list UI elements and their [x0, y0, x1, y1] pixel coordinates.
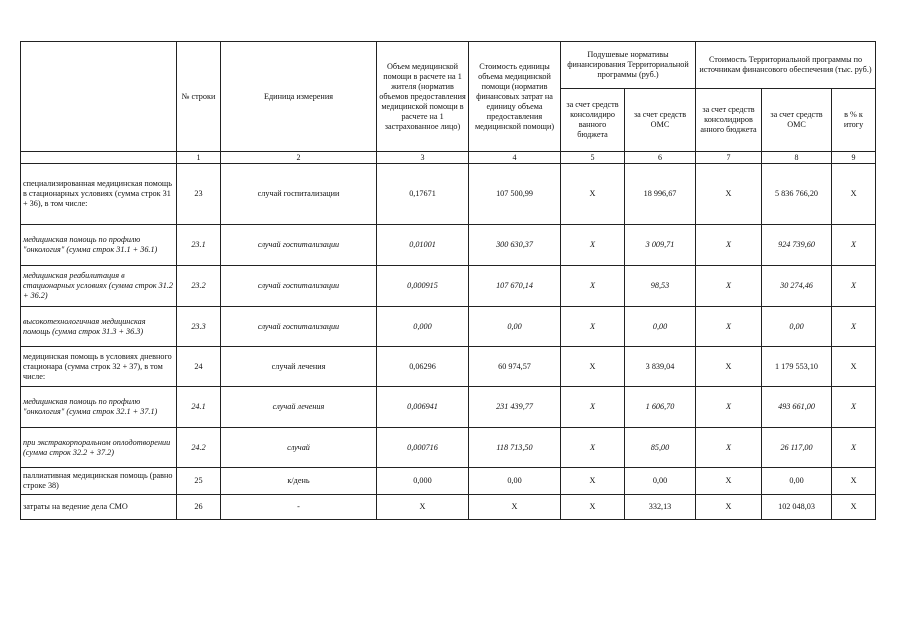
row-consolidated-budget-b: Х	[696, 428, 762, 468]
table-row	[21, 225, 876, 266]
row-number: 26	[177, 495, 221, 520]
table-row	[21, 307, 876, 347]
row-percent-total: Х	[832, 164, 876, 225]
row-oms-a: 18 996,67	[625, 164, 696, 225]
row-oms-a: 98,53	[625, 266, 696, 307]
row-percent-total: Х	[832, 266, 876, 307]
row-oms-b: 493 661,00	[762, 387, 832, 428]
row-volume: Х	[377, 495, 469, 520]
row-cost: 0,00	[469, 307, 561, 347]
row-unit: случай лечения	[221, 347, 377, 387]
row-oms-b: 1 179 553,10	[762, 347, 832, 387]
row-unit: к/день	[221, 468, 377, 495]
header-cost: Стоимость единицы объема медицинской помощи (норматив финансовых затрат на единицу объема предоставления медицинской помощи)	[469, 42, 561, 152]
table-row	[21, 387, 876, 428]
column-number: 8	[762, 152, 832, 164]
row-number: 25	[177, 468, 221, 495]
row-cost: 300 630,37	[469, 225, 561, 266]
row-number: 24	[177, 347, 221, 387]
document-sheet	[20, 41, 876, 520]
row-consolidated-budget-b: Х	[696, 387, 762, 428]
table-row	[21, 428, 876, 468]
table-row	[21, 495, 876, 520]
row-oms-a: 332,13	[625, 495, 696, 520]
header-row-no: № строки	[177, 42, 221, 152]
column-number: 5	[561, 152, 625, 164]
row-oms-b: 30 274,46	[762, 266, 832, 307]
header-percent-total: в % к итогу	[832, 89, 876, 152]
row-consolidated-budget-a: Х	[561, 468, 625, 495]
column-number-row	[21, 152, 876, 164]
row-consolidated-budget-b: Х	[696, 307, 762, 347]
row-consolidated-budget-a: Х	[561, 495, 625, 520]
table-row	[21, 347, 876, 387]
row-consolidated-budget-b: Х	[696, 225, 762, 266]
row-consolidated-budget-a: Х	[561, 428, 625, 468]
row-consolidated-budget-a: Х	[561, 307, 625, 347]
row-consolidated-budget-a: Х	[561, 225, 625, 266]
row-number: 24.1	[177, 387, 221, 428]
row-name: медицинская реабилитация в стационарных условиях (сумма строк 31.2 + 36.2)	[21, 266, 177, 307]
row-consolidated-budget-a: Х	[561, 347, 625, 387]
row-percent-total: Х	[832, 347, 876, 387]
row-cost: 107 670,14	[469, 266, 561, 307]
row-name: паллиативная медицинская помощь (равно строке 38)	[21, 468, 177, 495]
row-percent-total: Х	[832, 387, 876, 428]
financing-table	[20, 41, 876, 520]
column-number-blank	[21, 152, 177, 164]
row-oms-a: 0,00	[625, 468, 696, 495]
row-number: 23	[177, 164, 221, 225]
row-name: медицинская помощь в условиях дневного стационара (сумма строк 32 + 37), в том числе:	[21, 347, 177, 387]
row-name: медицинская помощь по профилю "онкология" (сумма строк 31.1 + 36.1)	[21, 225, 177, 266]
row-consolidated-budget-b: Х	[696, 266, 762, 307]
row-name: специализированная медицинская помощь в стационарных условиях (сумма строк 31 + 36), в том числе:	[21, 164, 177, 225]
column-number: 6	[625, 152, 696, 164]
header-name	[21, 42, 177, 152]
table-row	[21, 468, 876, 495]
row-unit: случай лечения	[221, 387, 377, 428]
row-consolidated-budget-b: Х	[696, 164, 762, 225]
row-volume: 0,000	[377, 307, 469, 347]
row-unit: случай госпитализации	[221, 164, 377, 225]
column-number: 4	[469, 152, 561, 164]
row-consolidated-budget-a: Х	[561, 387, 625, 428]
row-consolidated-budget-b: Х	[696, 468, 762, 495]
row-number: 23.1	[177, 225, 221, 266]
row-volume: 0,01001	[377, 225, 469, 266]
row-unit: случай госпитализации	[221, 266, 377, 307]
row-oms-b: 0,00	[762, 468, 832, 495]
row-oms-b: 26 117,00	[762, 428, 832, 468]
row-percent-total: Х	[832, 495, 876, 520]
column-number: 7	[696, 152, 762, 164]
header-per-capita-group: Подушевые нормативы финансирования Территориальной программы (руб.)	[561, 42, 696, 89]
row-cost: 231 439,77	[469, 387, 561, 428]
header-program-cost-group: Стоимость Территориальной программы по источникам финансового обеспечения (тыс. руб.)	[696, 42, 876, 89]
header-oms-b: за счет средств ОМС	[762, 89, 832, 152]
header-consolidated-budget-b: за счет средств консолидиров анного бюджета	[696, 89, 762, 152]
row-cost: 107 500,99	[469, 164, 561, 225]
column-number: 2	[221, 152, 377, 164]
row-oms-a: 1 606,70	[625, 387, 696, 428]
header-oms-a: за счет средств ОМС	[625, 89, 696, 152]
row-oms-a: 85,00	[625, 428, 696, 468]
header-unit: Единица измерения	[221, 42, 377, 152]
row-oms-b: 5 836 766,20	[762, 164, 832, 225]
row-consolidated-budget-a: Х	[561, 164, 625, 225]
row-percent-total: Х	[832, 225, 876, 266]
row-consolidated-budget-a: Х	[561, 266, 625, 307]
table-row	[21, 266, 876, 307]
row-oms-a: 3 009,71	[625, 225, 696, 266]
row-cost: 0,00	[469, 468, 561, 495]
row-oms-a: 0,00	[625, 307, 696, 347]
row-unit: случай госпитализации	[221, 225, 377, 266]
row-cost: 118 713,50	[469, 428, 561, 468]
row-percent-total: Х	[832, 428, 876, 468]
table-row	[21, 164, 876, 225]
row-consolidated-budget-b: Х	[696, 495, 762, 520]
column-number: 3	[377, 152, 469, 164]
column-number: 1	[177, 152, 221, 164]
row-number: 24.2	[177, 428, 221, 468]
row-unit: случай	[221, 428, 377, 468]
row-cost: 60 974,57	[469, 347, 561, 387]
row-oms-b: 924 739,60	[762, 225, 832, 266]
row-oms-b: 102 048,03	[762, 495, 832, 520]
row-oms-a: 3 839,04	[625, 347, 696, 387]
row-volume: 0,000	[377, 468, 469, 495]
header-volume: Объем медицинской помощи в расчете на 1 жителя (норматив объемов предоставления медицинской помощи в расчете на 1 застрахованное лицо)	[377, 42, 469, 152]
row-percent-total: Х	[832, 307, 876, 347]
row-number: 23.2	[177, 266, 221, 307]
row-oms-b: 0,00	[762, 307, 832, 347]
row-volume: 0,000915	[377, 266, 469, 307]
row-name: при экстракорпоральном оплодотворении (сумма строк 32.2 + 37.2)	[21, 428, 177, 468]
row-name: затраты на ведение дела СМО	[21, 495, 177, 520]
row-cost: Х	[469, 495, 561, 520]
row-number: 23.3	[177, 307, 221, 347]
row-unit: случай госпитализации	[221, 307, 377, 347]
row-volume: 0,06296	[377, 347, 469, 387]
row-volume: 0,006941	[377, 387, 469, 428]
row-name: высокотехнологичная медицинская помощь (сумма строк 31.3 + 36.3)	[21, 307, 177, 347]
row-name: медицинская помощь по профилю "онкология" (сумма строк 32.1 + 37.1)	[21, 387, 177, 428]
row-unit: -	[221, 495, 377, 520]
row-volume: 0,17671	[377, 164, 469, 225]
row-percent-total: Х	[832, 468, 876, 495]
column-number: 9	[832, 152, 876, 164]
header-consolidated-budget-a: за счет средств консолидиро ванного бюджета	[561, 89, 625, 152]
row-volume: 0,000716	[377, 428, 469, 468]
row-consolidated-budget-b: Х	[696, 347, 762, 387]
